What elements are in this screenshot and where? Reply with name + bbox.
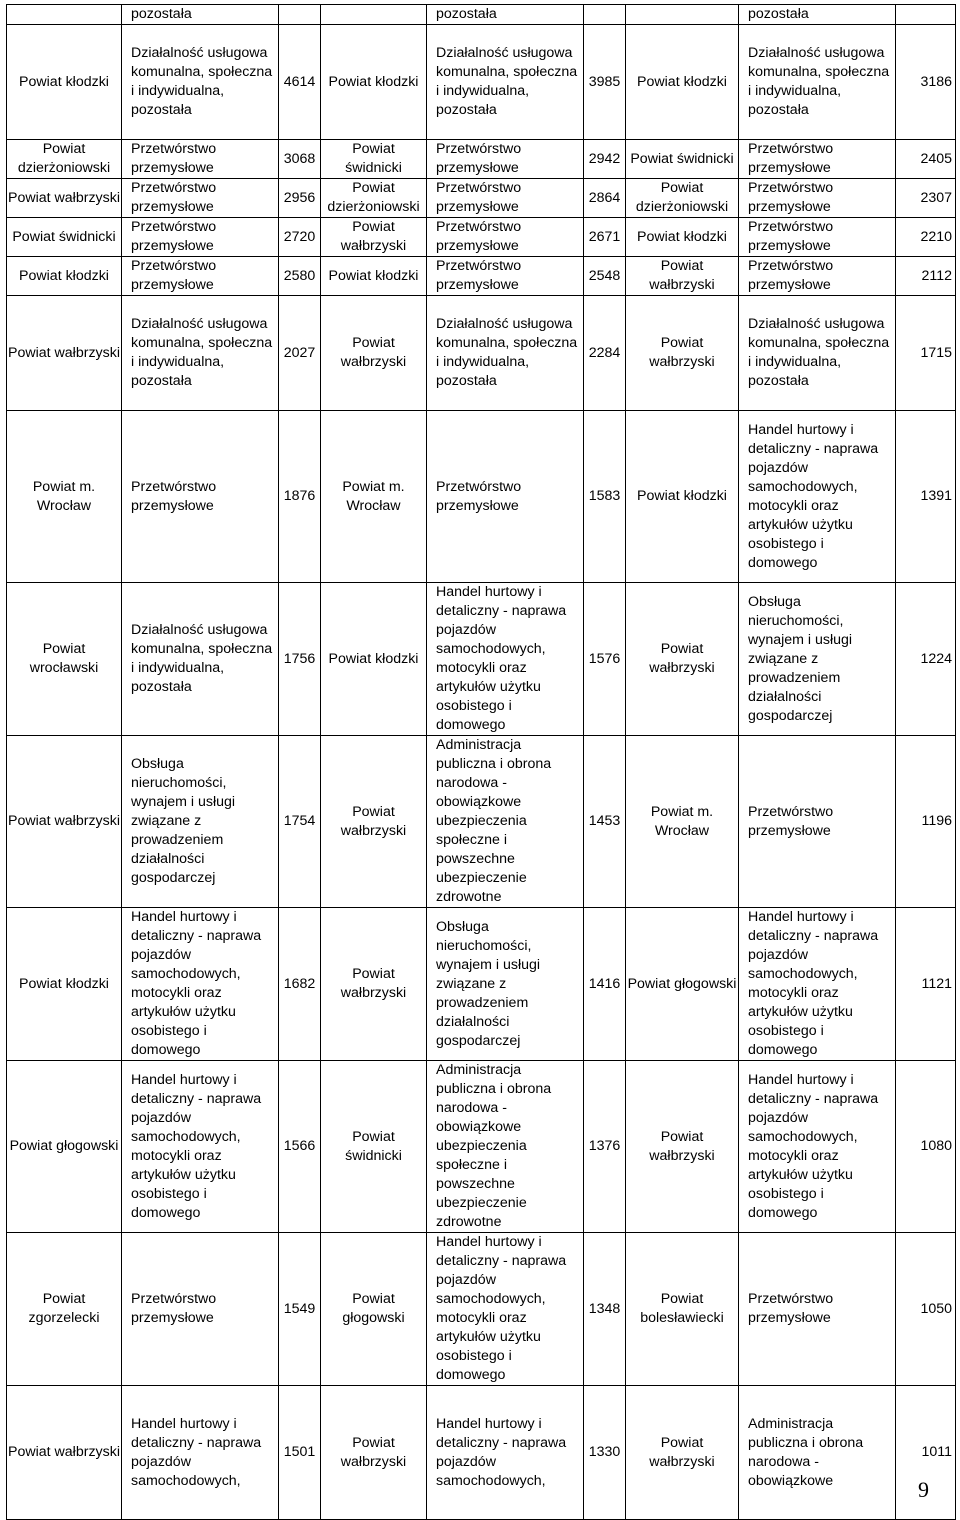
table-row (7, 908, 956, 1061)
count-cell: 1080 (896, 1061, 956, 1233)
region-cell: Powiat dzierżoniowski (626, 179, 739, 218)
count-cell: 2210 (896, 218, 956, 257)
activity-cell: Działalność usługowa komunalna, społeczna i indywidualna, pozostała (122, 25, 279, 140)
region-cell: Powiat wałbrzyski (7, 736, 122, 908)
activity-cell: pozostała (122, 5, 279, 25)
count-cell: 2112 (896, 257, 956, 296)
region-cell: Powiat wałbrzyski (626, 257, 739, 296)
count-cell (584, 5, 626, 25)
region-cell: Powiat kłodzki (626, 218, 739, 257)
region-cell: Powiat wałbrzyski (321, 296, 427, 411)
region-cell: Powiat wałbrzyski (626, 583, 739, 736)
count-cell: 1549 (279, 1233, 321, 1386)
count-cell: 2864 (584, 179, 626, 218)
region-cell: Powiat kłodzki (7, 908, 122, 1061)
region-cell: Powiat głogowski (626, 908, 739, 1061)
table-row (7, 25, 956, 140)
activity-cell: Administracja publiczna i obrona narodowa - obowiązkowe (739, 1386, 896, 1520)
region-cell: Powiat wałbrzyski (626, 296, 739, 411)
activity-cell: pozostała (739, 5, 896, 25)
activity-cell: Przetwórstwo przemysłowe (427, 257, 584, 296)
activity-cell: Administracja publiczna i obrona narodowa - obowiązkowe ubezpieczenia społeczne i powszechne ubezpieczenie zdrowotne (427, 736, 584, 908)
count-cell: 2942 (584, 140, 626, 179)
table-row (7, 1233, 956, 1386)
activity-cell: Działalność usługowa komunalna, społeczna i indywidualna, pozostała (427, 296, 584, 411)
activity-cell: Handel hurtowy i detaliczny - naprawa pojazdów samochodowych, (122, 1386, 279, 1520)
count-cell: 1453 (584, 736, 626, 908)
activity-cell: Przetwórstwo przemysłowe (122, 257, 279, 296)
region-cell: Powiat kłodzki (626, 25, 739, 140)
activity-cell: Przetwórstwo przemysłowe (122, 179, 279, 218)
region-cell: Powiat wrocławski (7, 583, 122, 736)
count-cell: 2307 (896, 179, 956, 218)
activity-cell: Handel hurtowy i detaliczny - naprawa pojazdów samochodowych, motocykli oraz artykułów użytku osobistego i domowego (739, 908, 896, 1061)
activity-cell: Przetwórstwo przemysłowe (427, 140, 584, 179)
activity-cell: Handel hurtowy i detaliczny - naprawa pojazdów samochodowych, (427, 1386, 584, 1520)
count-cell: 1348 (584, 1233, 626, 1386)
count-cell: 2027 (279, 296, 321, 411)
region-cell: Powiat dzierżoniowski (7, 140, 122, 179)
activity-cell: Przetwórstwo przemysłowe (739, 257, 896, 296)
activity-cell: Przetwórstwo przemysłowe (122, 140, 279, 179)
count-cell: 1583 (584, 411, 626, 583)
count-cell: 2956 (279, 179, 321, 218)
table-row (7, 736, 956, 908)
region-cell: Powiat świdnicki (321, 1061, 427, 1233)
activity-cell: Przetwórstwo przemysłowe (739, 218, 896, 257)
table-row (7, 140, 956, 179)
activity-cell: Przetwórstwo przemysłowe (427, 411, 584, 583)
count-cell: 1330 (584, 1386, 626, 1520)
region-cell: Powiat wałbrzyski (626, 1386, 739, 1520)
activity-cell: Przetwórstwo przemysłowe (739, 1233, 896, 1386)
activity-cell: Handel hurtowy i detaliczny - naprawa pojazdów samochodowych, motocykli oraz artykułów użytku osobistego i domowego (122, 1061, 279, 1233)
count-cell: 2671 (584, 218, 626, 257)
region-cell: Powiat wałbrzyski (321, 736, 427, 908)
activity-cell: Obsługa nieruchomości, wynajem i usługi związane z prowadzeniem działalności gospodarczej (122, 736, 279, 908)
table-row (7, 5, 956, 25)
count-cell: 2284 (584, 296, 626, 411)
activity-cell: Działalność usługowa komunalna, społeczna i indywidualna, pozostała (739, 25, 896, 140)
table-row (7, 411, 956, 583)
count-cell: 1196 (896, 736, 956, 908)
count-cell: 1756 (279, 583, 321, 736)
activity-cell: Przetwórstwo przemysłowe (427, 179, 584, 218)
count-cell: 1391 (896, 411, 956, 583)
activity-cell: Handel hurtowy i detaliczny - naprawa pojazdów samochodowych, motocykli oraz artykułów użytku osobistego i domowego (427, 583, 584, 736)
count-cell: 1011 (896, 1386, 956, 1520)
region-cell: Powiat dzierżoniowski (321, 179, 427, 218)
count-cell: 1416 (584, 908, 626, 1061)
count-cell: 2405 (896, 140, 956, 179)
region-cell: Powiat wałbrzyski (321, 1386, 427, 1520)
activity-cell: Handel hurtowy i detaliczny - naprawa pojazdów samochodowych, motocykli oraz artykułów użytku osobistego i domowego (739, 1061, 896, 1233)
count-cell: 1682 (279, 908, 321, 1061)
region-cell: Powiat głogowski (7, 1061, 122, 1233)
count-cell: 1121 (896, 908, 956, 1061)
count-cell: 1501 (279, 1386, 321, 1520)
count-cell (279, 5, 321, 25)
count-cell: 1224 (896, 583, 956, 736)
activity-cell: Działalność usługowa komunalna, społeczna i indywidualna, pozostała (427, 25, 584, 140)
region-cell: Powiat m. Wrocław (321, 411, 427, 583)
region-cell (7, 5, 122, 25)
table-row (7, 179, 956, 218)
activity-cell: Obsługa nieruchomości, wynajem i usługi związane z prowadzeniem działalności gospodarczej (427, 908, 584, 1061)
region-cell (321, 5, 427, 25)
region-cell: Powiat kłodzki (626, 411, 739, 583)
region-cell (626, 5, 739, 25)
count-cell: 4614 (279, 25, 321, 140)
activity-cell: Przetwórstwo przemysłowe (122, 411, 279, 583)
activity-cell: Administracja publiczna i obrona narodowa - obowiązkowe ubezpieczenia społeczne i powszechne ubezpieczenie zdrowotne (427, 1061, 584, 1233)
activity-cell: Obsługa nieruchomości, wynajem i usługi związane z prowadzeniem działalności gospodarczej (739, 583, 896, 736)
count-cell: 2720 (279, 218, 321, 257)
activity-cell: pozostała (427, 5, 584, 25)
activity-cell: Przetwórstwo przemysłowe (739, 140, 896, 179)
region-cell: Powiat kłodzki (321, 257, 427, 296)
count-cell: 1715 (896, 296, 956, 411)
activity-cell: Działalność usługowa komunalna, społeczna i indywidualna, pozostała (122, 583, 279, 736)
count-cell: 1754 (279, 736, 321, 908)
count-cell (896, 5, 956, 25)
region-cell: Powiat wałbrzyski (321, 218, 427, 257)
region-cell: Powiat głogowski (321, 1233, 427, 1386)
table-row (7, 583, 956, 736)
activity-cell: Handel hurtowy i detaliczny - naprawa pojazdów samochodowych, motocykli oraz artykułów użytku osobistego i domowego (427, 1233, 584, 1386)
activity-cell: Handel hurtowy i detaliczny - naprawa pojazdów samochodowych, motocykli oraz artykułów użytku osobistego i domowego (122, 908, 279, 1061)
count-cell: 3068 (279, 140, 321, 179)
count-cell: 3985 (584, 25, 626, 140)
region-cell: Powiat świdnicki (7, 218, 122, 257)
count-cell: 1376 (584, 1061, 626, 1233)
activity-cell: Przetwórstwo przemysłowe (739, 179, 896, 218)
region-cell: Powiat wałbrzyski (7, 1386, 122, 1520)
count-cell: 1050 (896, 1233, 956, 1386)
activity-cell: Przetwórstwo przemysłowe (122, 218, 279, 257)
count-cell: 1576 (584, 583, 626, 736)
region-cell: Powiat zgorzelecki (7, 1233, 122, 1386)
region-cell: Powiat m. Wrocław (626, 736, 739, 908)
region-cell: Powiat kłodzki (321, 583, 427, 736)
activity-cell: Przetwórstwo przemysłowe (427, 218, 584, 257)
count-cell: 1566 (279, 1061, 321, 1233)
region-cell: Powiat bolesławiecki (626, 1233, 739, 1386)
activity-cell: Działalność usługowa komunalna, społeczna i indywidualna, pozostała (122, 296, 279, 411)
ranking-table (6, 4, 956, 1520)
count-cell: 2580 (279, 257, 321, 296)
region-cell: Powiat kłodzki (7, 25, 122, 140)
table-row (7, 1061, 956, 1233)
table-body (7, 5, 956, 1520)
region-cell: Powiat świdnicki (321, 140, 427, 179)
region-cell: Powiat wałbrzyski (321, 908, 427, 1061)
activity-cell: Przetwórstwo przemysłowe (122, 1233, 279, 1386)
table-row (7, 218, 956, 257)
table-row (7, 257, 956, 296)
region-cell: Powiat świdnicki (626, 140, 739, 179)
count-cell: 3186 (896, 25, 956, 140)
table-row (7, 1386, 956, 1520)
activity-cell: Działalność usługowa komunalna, społeczna i indywidualna, pozostała (739, 296, 896, 411)
activity-cell: Przetwórstwo przemysłowe (739, 736, 896, 908)
count-cell: 2548 (584, 257, 626, 296)
count-cell: 1876 (279, 411, 321, 583)
region-cell: Powiat wałbrzyski (7, 296, 122, 411)
table-row (7, 296, 956, 411)
region-cell: Powiat kłodzki (321, 25, 427, 140)
region-cell: Powiat wałbrzyski (626, 1061, 739, 1233)
region-cell: Powiat kłodzki (7, 257, 122, 296)
page-number: 9 (918, 1477, 929, 1502)
region-cell: Powiat wałbrzyski (7, 179, 122, 218)
region-cell: Powiat m. Wrocław (7, 411, 122, 583)
activity-cell: Handel hurtowy i detaliczny - naprawa pojazdów samochodowych, motocykli oraz artykułów użytku osobistego i domowego (739, 411, 896, 583)
